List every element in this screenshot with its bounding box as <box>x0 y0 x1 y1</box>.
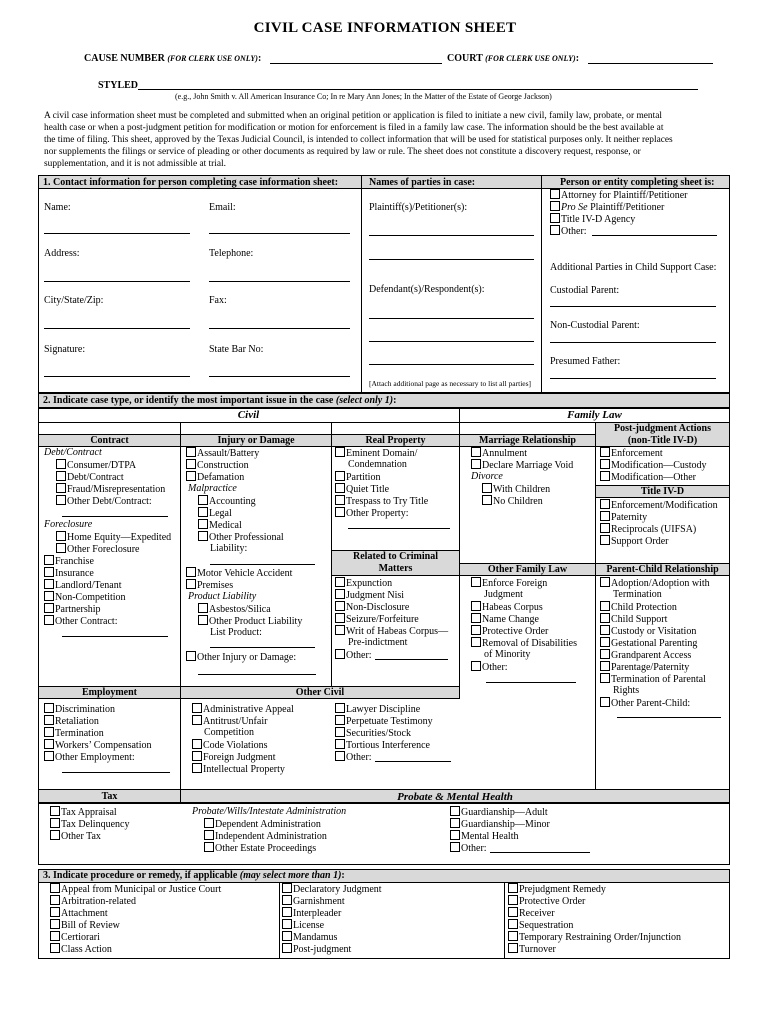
checkbox[interactable] <box>204 842 214 852</box>
checkbox[interactable] <box>600 459 610 469</box>
cause-number-field[interactable] <box>270 63 442 64</box>
opt-reciprocals[interactable]: Reciprocals (UIFSA) <box>600 523 696 536</box>
checkbox[interactable] <box>186 459 196 469</box>
opt-enforce-foreign[interactable]: Enforce Foreign <box>471 577 547 590</box>
opt-paternity[interactable]: Paternity <box>600 511 647 524</box>
checkbox[interactable] <box>550 213 560 223</box>
telephone-field[interactable] <box>209 281 350 282</box>
checkbox[interactable] <box>282 919 292 929</box>
opt-other-tax[interactable]: Other Tax <box>50 830 101 843</box>
opt-eminent-domain[interactable]: Eminent Domain/ <box>335 447 417 460</box>
foreclosure-subheader: Foreclosure <box>44 519 93 530</box>
opt-sequestration[interactable]: Sequestration <box>508 919 573 932</box>
checkbox[interactable] <box>450 806 460 816</box>
checkbox[interactable] <box>282 895 292 905</box>
opt-adoption[interactable]: Adoption/Adoption with <box>600 577 710 590</box>
opt-partition[interactable]: Partition <box>335 471 380 484</box>
opt-legal[interactable]: Legal <box>198 507 232 520</box>
checkbox[interactable] <box>471 661 481 671</box>
family-law-header: Family Law <box>567 409 622 421</box>
opt-other-property[interactable]: Other Property: <box>335 507 409 520</box>
checkbox[interactable] <box>482 495 492 505</box>
opt-prejudgment[interactable]: Prejudgment Remedy <box>508 883 606 896</box>
checkbox[interactable] <box>600 499 610 509</box>
opt-child-support[interactable]: Child Support <box>600 613 667 626</box>
checkbox[interactable] <box>186 471 196 481</box>
checkbox[interactable] <box>471 613 481 623</box>
opt-declare-void[interactable]: Declare Marriage Void <box>471 459 573 472</box>
opt-medical[interactable]: Medical <box>198 519 242 532</box>
checkbox[interactable] <box>335 577 345 587</box>
postj-header-1: Post-judgment Actions <box>614 423 711 434</box>
opt-other-professional[interactable]: Other Professional <box>198 531 284 544</box>
opt-seizure[interactable]: Seizure/Forfeiture <box>335 613 419 626</box>
opt-other-civil[interactable]: Other: <box>335 751 372 764</box>
checkbox[interactable] <box>600 661 610 671</box>
opt-attachment[interactable]: Attachment <box>50 907 108 920</box>
name-field[interactable] <box>44 233 190 234</box>
opt-gestational[interactable]: Gestational Parenting <box>600 637 697 650</box>
liability-label: Liability: <box>210 543 248 554</box>
signature-label: Signature: <box>44 344 86 355</box>
additional-label: Additional Parties in Child Support Case: <box>550 262 717 273</box>
noncustodial-field[interactable] <box>550 342 716 343</box>
checkbox[interactable] <box>600 613 610 623</box>
checkbox[interactable] <box>471 625 481 635</box>
checkbox[interactable] <box>44 567 54 577</box>
checkbox[interactable] <box>550 189 560 199</box>
checkbox[interactable] <box>204 818 214 828</box>
defendant-field-1[interactable] <box>369 318 534 319</box>
checkbox[interactable] <box>600 523 610 533</box>
opt-annulment[interactable]: Annulment <box>471 447 527 460</box>
checkbox[interactable] <box>600 625 610 635</box>
checkbox[interactable] <box>335 601 345 611</box>
divorce-subheader: Divorce <box>471 471 503 482</box>
checkbox[interactable] <box>198 495 208 505</box>
employment-header: Employment <box>82 687 137 698</box>
checkbox[interactable] <box>550 201 560 211</box>
section-2-header: 2. Indicate case type, or identify the most important issue in the case (select only 1): <box>43 395 397 406</box>
opt-support-order[interactable]: Support Order <box>600 535 669 548</box>
opt-construction[interactable]: Construction <box>186 459 249 472</box>
opt-tax-delinquency[interactable]: Tax Delinquency <box>50 818 129 831</box>
opt-arbitration[interactable]: Arbitration-related <box>50 895 136 908</box>
opt-tro[interactable]: Temporary Restraining Order/Injunction <box>508 931 681 944</box>
checkbox[interactable] <box>508 883 518 893</box>
checkbox[interactable] <box>282 943 292 953</box>
checkbox[interactable] <box>508 907 518 917</box>
checkbox[interactable] <box>450 842 460 852</box>
checkbox[interactable] <box>198 615 208 625</box>
injury-header: Injury or Damage <box>217 435 295 446</box>
opt-franchise[interactable]: Franchise <box>44 555 94 568</box>
fax-field[interactable] <box>209 328 350 329</box>
opt-removal-disabilities[interactable]: Removal of Disabilities <box>471 637 577 650</box>
checkbox[interactable] <box>44 727 54 737</box>
opt-guardianship-minor[interactable]: Guardianship—Minor <box>450 818 550 831</box>
opt-lawyer-discipline[interactable]: Lawyer Discipline <box>335 703 420 716</box>
opt-admin-appeal[interactable]: Administrative Appeal <box>192 703 294 716</box>
opt-accounting[interactable]: Accounting <box>198 495 256 508</box>
other-person-field[interactable] <box>592 235 717 236</box>
opt-habeas-corpus[interactable]: Habeas Corpus <box>471 601 543 614</box>
opt-landlord[interactable]: Landlord/Tenant <box>44 579 122 592</box>
bar-field[interactable] <box>209 376 350 377</box>
rights-label: Rights <box>613 685 640 696</box>
checkbox[interactable] <box>335 471 345 481</box>
checkbox[interactable] <box>600 535 610 545</box>
opt-debt-contract[interactable]: Debt/Contract <box>56 471 124 484</box>
checkbox[interactable] <box>450 830 460 840</box>
opt-partnership[interactable]: Partnership <box>44 603 101 616</box>
opt-consumer-dtpa[interactable]: Consumer/DTPA <box>56 459 136 472</box>
postj-header-2: (non-Title IV-D) <box>627 435 698 446</box>
opt-turnover[interactable]: Turnover <box>508 943 556 956</box>
checkbox[interactable] <box>44 703 54 713</box>
city-label: City/State/Zip: <box>44 295 104 306</box>
opt-receiver[interactable]: Receiver <box>508 907 555 920</box>
person-header: Person or entity completing sheet is: <box>560 177 715 188</box>
list-product-label: List Product: <box>210 627 262 638</box>
marriage-header: Marriage Relationship <box>479 435 576 446</box>
checkbox[interactable] <box>44 739 54 749</box>
title-ivd-header: Title IV-D <box>640 486 685 497</box>
intro-paragraph: A civil case information sheet must be completed and submitted when an original petition or application is filed to initiate a new civil, family law, probate, or mental health case or when a post-judgment petition for modification or motion for enforcement is filed in a family law case. The information should be the best available at the time of filing. This sheet, approved by the Texas Judicial Council, is intended to collect information that will be used for statistical purposes only. It neither replaces nor supplements the filings or service of pleading or other documents as required by law or rule. The sheet does not constitute a discovery request, response, or supplementation, and it is not admissible at trial. <box>44 111 673 169</box>
opt-workers-comp[interactable]: Workers’ Compensation <box>44 739 152 752</box>
checkbox[interactable] <box>198 531 208 541</box>
address-label: Address: <box>44 248 80 259</box>
opt-tax-appraisal[interactable]: Tax Appraisal <box>50 806 117 819</box>
checkbox[interactable] <box>192 715 202 725</box>
contract-header: Contract <box>90 435 129 446</box>
plaintiffs-label: Plaintiff(s)/Petitioner(s): <box>369 202 468 213</box>
parent-child-header: Parent-Child Relationship <box>606 564 719 575</box>
city-field[interactable] <box>44 328 190 329</box>
fax-label: Fax: <box>209 295 227 306</box>
checkbox[interactable] <box>44 603 54 613</box>
product-liability-subheader: Product Liability <box>188 591 257 602</box>
opt-other-family[interactable]: Other: <box>471 661 508 674</box>
checkbox[interactable] <box>186 579 196 589</box>
judgment-label: Judgment <box>484 589 523 600</box>
opt-enforcement[interactable]: Enforcement <box>600 447 663 460</box>
checkbox[interactable] <box>471 577 481 587</box>
opt-protective-order-fam[interactable]: Protective Order <box>471 625 548 638</box>
checkbox[interactable] <box>508 919 518 929</box>
checkbox[interactable] <box>471 601 481 611</box>
checkbox[interactable] <box>508 943 518 953</box>
checkbox[interactable] <box>44 715 54 725</box>
checkbox[interactable] <box>335 483 345 493</box>
checkbox[interactable] <box>50 931 60 941</box>
opt-fraud[interactable]: Fraud/Misrepresentation <box>56 483 165 496</box>
checkbox[interactable] <box>600 447 610 457</box>
defendant-field-3[interactable] <box>369 364 534 365</box>
opt-dependent-admin[interactable]: Dependent Administration <box>204 818 321 831</box>
debt-contract-subheader: Debt/Contract <box>44 447 102 458</box>
competition-label: Competition <box>204 727 254 738</box>
defendants-label: Defendant(s)/Respondent(s): <box>369 284 485 295</box>
opt-non-disclosure[interactable]: Non-Disclosure <box>335 601 409 614</box>
address-field[interactable] <box>44 281 190 282</box>
opt-intellectual-property[interactable]: Intellectual Property <box>192 763 285 776</box>
opt-habeas-writ[interactable]: Writ of Habeas Corpus— <box>335 625 448 638</box>
checkbox[interactable] <box>335 649 345 659</box>
checkbox[interactable] <box>56 531 66 541</box>
tax-header: Tax <box>101 791 118 802</box>
criminal-header-2: Matters <box>378 563 413 574</box>
condemnation-label: Condemnation <box>348 459 407 470</box>
opt-garnishment[interactable]: Garnishment <box>282 895 345 908</box>
checkbox[interactable] <box>198 603 208 613</box>
checkbox[interactable] <box>600 649 610 659</box>
checkbox[interactable] <box>50 883 60 893</box>
other-civil-header: Other Civil <box>295 687 345 698</box>
malpractice-subheader: Malpractice <box>188 483 237 494</box>
opt-other-mental[interactable]: Other: <box>450 842 487 855</box>
opt-independent-admin[interactable]: Independent Administration <box>204 830 327 843</box>
checkbox[interactable] <box>450 818 460 828</box>
opt-class-action[interactable]: Class Action <box>50 943 112 956</box>
checkbox[interactable] <box>600 511 610 521</box>
checkbox[interactable] <box>192 751 202 761</box>
checkbox[interactable] <box>508 895 518 905</box>
checkbox[interactable] <box>50 818 60 828</box>
checkbox[interactable] <box>482 483 492 493</box>
opt-other-parent-child[interactable]: Other Parent-Child: <box>600 697 690 710</box>
opt-foreign-judgment[interactable]: Foreign Judgment <box>192 751 276 764</box>
opt-post-judgment[interactable]: Post-judgment <box>282 943 351 956</box>
attach-note: [Attach additional page as necessary to list all parties] <box>369 379 532 388</box>
opt-securities[interactable]: Securities/Stock <box>335 727 411 740</box>
opt-mental-health[interactable]: Mental Health <box>450 830 518 843</box>
telephone-label: Telephone: <box>209 248 254 259</box>
opt-insurance[interactable]: Insurance <box>44 567 94 580</box>
opt-appeal-municipal[interactable]: Appeal from Municipal or Justice Court <box>50 883 221 896</box>
checkbox[interactable] <box>282 907 292 917</box>
checkbox[interactable] <box>56 471 66 481</box>
checkbox[interactable] <box>44 615 54 625</box>
opt-termination-emp[interactable]: Termination <box>44 727 104 740</box>
checkbox[interactable] <box>192 739 202 749</box>
checkbox[interactable] <box>335 751 345 761</box>
name-label: Name: <box>44 202 71 213</box>
criminal-header-1: Related to Criminal <box>353 551 438 562</box>
checkbox[interactable] <box>192 763 202 773</box>
checkbox[interactable] <box>471 459 481 469</box>
checkbox[interactable] <box>186 447 196 457</box>
opt-attorney[interactable]: Attorney for Plaintiff/Petitioner <box>550 189 687 202</box>
opt-antitrust[interactable]: Antitrust/Unfair <box>192 715 267 728</box>
opt-expunction[interactable]: Expunction <box>335 577 392 590</box>
styled-field[interactable] <box>138 89 698 90</box>
real-property-header: Real Property <box>365 435 426 446</box>
other-family-header: Other Family Law <box>487 564 568 575</box>
opt-other-employment[interactable]: Other Employment: <box>44 751 135 764</box>
presumed-field[interactable] <box>550 378 716 379</box>
styled-example: (e.g., John Smith v. All American Insurance Co; In re Mary Ann Jones; In the Matter of the Estate of George Jackson) <box>175 92 552 101</box>
checkbox[interactable] <box>44 591 54 601</box>
opt-quiet-title[interactable]: Quiet Title <box>335 483 389 496</box>
checkbox[interactable] <box>56 543 66 553</box>
checkbox[interactable] <box>600 601 610 611</box>
checkbox[interactable] <box>600 697 610 707</box>
checkbox[interactable] <box>204 830 214 840</box>
checkbox[interactable] <box>50 830 60 840</box>
court-field[interactable] <box>588 63 713 64</box>
checkbox[interactable] <box>335 703 345 713</box>
email-label: Email: <box>209 202 236 213</box>
cause-number-label: CAUSE NUMBER (FOR CLERK USE ONLY): <box>84 53 262 64</box>
opt-discrimination[interactable]: Discrimination <box>44 703 115 716</box>
opt-certiorari[interactable]: Certiorari <box>50 931 100 944</box>
checkbox[interactable] <box>44 579 54 589</box>
signature-field[interactable] <box>44 376 190 377</box>
checkbox[interactable] <box>50 907 60 917</box>
section-1-header: 1. Contact information for person completing case information sheet: <box>43 177 339 188</box>
checkbox[interactable] <box>335 589 345 599</box>
opt-protective-order[interactable]: Protective Order <box>508 895 585 908</box>
opt-motor-vehicle[interactable]: Motor Vehicle Accident <box>186 567 292 580</box>
checkbox[interactable] <box>335 625 345 635</box>
opt-other[interactable]: Other: <box>550 225 587 238</box>
opt-mandamus[interactable]: Mandamus <box>282 931 337 944</box>
email-field[interactable] <box>209 233 350 234</box>
opt-guardianship-adult[interactable]: Guardianship—Adult <box>450 806 548 819</box>
checkbox[interactable] <box>471 447 481 457</box>
checkbox[interactable] <box>335 715 345 725</box>
checkbox[interactable] <box>335 613 345 623</box>
opt-interpleader[interactable]: Interpleader <box>282 907 341 920</box>
checkbox[interactable] <box>50 806 60 816</box>
checkbox[interactable] <box>50 895 60 905</box>
custodial-field[interactable] <box>550 306 716 307</box>
termination-label: Termination <box>613 589 662 600</box>
checkbox[interactable] <box>600 471 610 481</box>
opt-home-equity[interactable]: Home Equity—Expedited <box>56 531 171 544</box>
opt-other-estate[interactable]: Other Estate Proceedings <box>204 842 316 855</box>
custodial-label: Custodial Parent: <box>550 285 620 296</box>
opt-grandparent[interactable]: Grandparent Access <box>600 649 691 662</box>
opt-child-protection[interactable]: Child Protection <box>600 601 677 614</box>
opt-code-violations[interactable]: Code Violations <box>192 739 268 752</box>
checkbox[interactable] <box>282 883 292 893</box>
checkbox[interactable] <box>56 483 66 493</box>
checkbox[interactable] <box>198 507 208 517</box>
opt-mod-other[interactable]: Modification—Other <box>600 471 696 484</box>
checkbox[interactable] <box>335 727 345 737</box>
opt-trespass[interactable]: Trespass to Try Title <box>335 495 428 508</box>
opt-perpetuate-testimony[interactable]: Perpetuate Testimony <box>335 715 433 728</box>
opt-pro-se[interactable]: Pro Se Plaintiff/Petitioner <box>550 201 664 214</box>
court-label: COURT (FOR CLERK USE ONLY): <box>447 53 580 64</box>
checkbox[interactable] <box>186 651 196 661</box>
checkbox[interactable] <box>335 507 345 517</box>
opt-asbestos[interactable]: Asbestos/Silica <box>198 603 271 616</box>
checkbox[interactable] <box>335 739 345 749</box>
checkbox[interactable] <box>550 225 560 235</box>
defendant-field-2[interactable] <box>369 341 534 342</box>
civil-header: Civil <box>237 409 260 421</box>
opt-other-injury[interactable]: Other Injury or Damage: <box>186 651 296 664</box>
opt-tortious[interactable]: Tortious Interference <box>335 739 430 752</box>
checkbox[interactable] <box>600 577 610 587</box>
opt-name-change[interactable]: Name Change <box>471 613 539 626</box>
opt-no-children[interactable]: No Children <box>482 495 543 508</box>
opt-mod-custody[interactable]: Modification—Custody <box>600 459 707 472</box>
opt-bill-of-review[interactable]: Bill of Review <box>50 919 120 932</box>
checkbox[interactable] <box>335 495 345 505</box>
opt-termination-parental[interactable]: Termination of Parental <box>600 673 706 686</box>
checkbox[interactable] <box>282 931 292 941</box>
opt-other-debt[interactable]: Other Debt/Contract: <box>56 495 152 508</box>
probate-subheader: Probate/Wills/Intestate Administration <box>192 806 347 817</box>
checkbox[interactable] <box>508 931 518 941</box>
opt-title-ivd[interactable]: Title IV-D Agency <box>550 213 635 226</box>
opt-noncompetition[interactable]: Non-Competition <box>44 591 126 604</box>
noncustodial-label: Non-Custodial Parent: <box>550 320 640 331</box>
checkbox[interactable] <box>198 519 208 529</box>
opt-other-foreclosure[interactable]: Other Foreclosure <box>56 543 139 556</box>
checkbox[interactable] <box>50 919 60 929</box>
bar-label: State Bar No: <box>209 344 264 355</box>
opt-defamation[interactable]: Defamation <box>186 471 244 484</box>
opt-parentage[interactable]: Parentage/Paternity <box>600 661 689 674</box>
opt-other-criminal[interactable]: Other: <box>335 649 372 662</box>
checkbox[interactable] <box>44 751 54 761</box>
opt-with-children[interactable]: With Children <box>482 483 550 496</box>
presumed-label: Presumed Father: <box>550 356 621 367</box>
plaintiff-field-2[interactable] <box>369 259 534 260</box>
opt-other-contract[interactable]: Other Contract: <box>44 615 117 628</box>
checkbox[interactable] <box>186 567 196 577</box>
opt-license[interactable]: License <box>282 919 324 932</box>
checkbox[interactable] <box>56 459 66 469</box>
checkbox[interactable] <box>44 555 54 565</box>
checkbox[interactable] <box>600 637 610 647</box>
opt-custody[interactable]: Custody or Visitation <box>600 625 696 638</box>
pre-indictment-label: Pre-indictment <box>348 637 408 648</box>
opt-premises[interactable]: Premises <box>186 579 233 592</box>
checkbox[interactable] <box>335 447 345 457</box>
checkbox[interactable] <box>192 703 202 713</box>
opt-other-product[interactable]: Other Product Liability <box>198 615 302 628</box>
opt-judgment-nisi[interactable]: Judgment Nisi <box>335 589 404 602</box>
page-title: CIVIL CASE INFORMATION SHEET <box>253 20 517 36</box>
opt-declaratory[interactable]: Declaratory Judgment <box>282 883 382 896</box>
opt-retaliation[interactable]: Retaliation <box>44 715 99 728</box>
opt-enf-mod[interactable]: Enforcement/Modification <box>600 499 718 512</box>
parties-header: Names of parties in case: <box>369 177 476 188</box>
opt-assault[interactable]: Assault/Battery <box>186 447 259 460</box>
checkbox[interactable] <box>600 673 610 683</box>
checkbox[interactable] <box>471 637 481 647</box>
checkbox[interactable] <box>56 495 66 505</box>
checkbox[interactable] <box>50 943 60 953</box>
probate-header: Probate & Mental Health <box>397 791 513 803</box>
styled-label: STYLED <box>98 80 139 91</box>
section-3-header: 3. Indicate procedure or remedy, if applicable (may select more than 1): <box>43 870 345 881</box>
plaintiff-field-1[interactable] <box>369 235 534 236</box>
of-minority-label: of Minority <box>484 649 531 660</box>
